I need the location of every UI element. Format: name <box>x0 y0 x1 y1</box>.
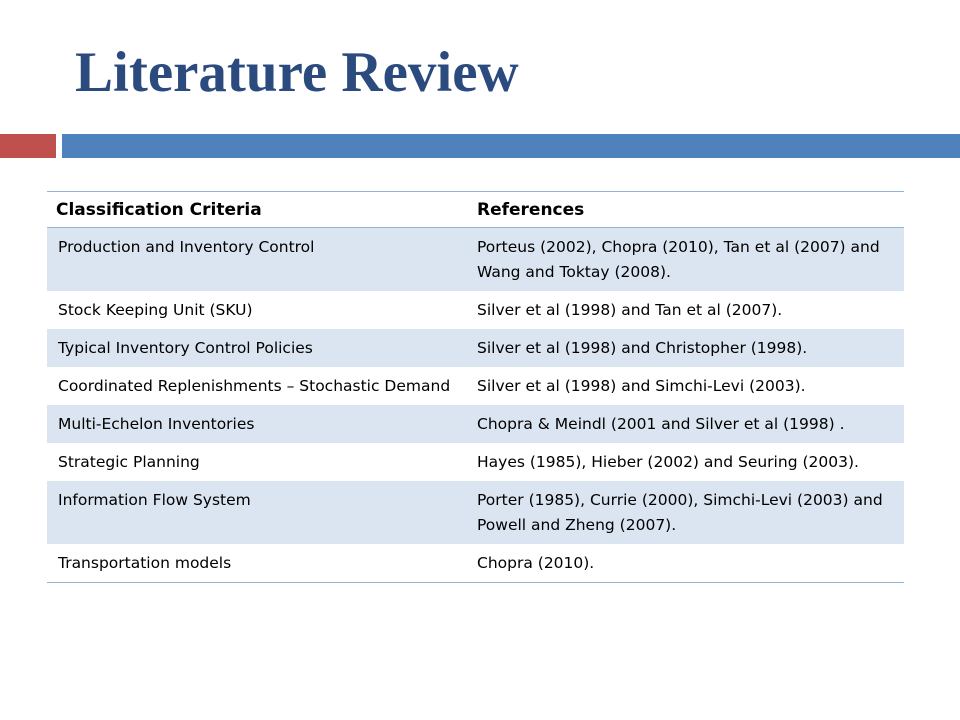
criteria-cell: Stock Keeping Unit (SKU) <box>58 301 253 319</box>
criteria-cell: Strategic Planning <box>58 453 200 471</box>
table-row <box>47 228 904 292</box>
criteria-cell: Transportation models <box>58 554 232 572</box>
criteria-cell: Information Flow System <box>47 481 474 544</box>
criteria-cell: Multi-Echelon Inventories <box>47 405 474 443</box>
accent-bar-red <box>0 134 56 158</box>
table-row <box>47 481 904 544</box>
references-cell: Porter (1985), Currie (2000), Simchi-Levi (2003) and Powell and Zheng (2007). <box>474 481 904 544</box>
literature-table <box>47 191 904 583</box>
criteria-cell: Typical Inventory Control Policies <box>47 329 474 367</box>
table-row <box>47 367 904 405</box>
table-header-row <box>47 192 904 228</box>
accent-bar-blue <box>62 134 960 158</box>
references-cell: Chopra & Meindl (2001 and Silver et al (1998) . <box>474 405 904 443</box>
references-cell: Hayes (1985), Hieber (2002) and Seuring (2003). <box>477 453 859 471</box>
references-cell: Silver et al (1998) and Simchi-Levi (2003). <box>477 377 806 395</box>
table-row <box>47 291 904 329</box>
table-row <box>47 405 904 443</box>
references-cell: Silver et al (1998) and Christopher (1998). <box>474 329 904 367</box>
criteria-cell: Coordinated Replenishments – Stochastic Demand <box>58 377 451 395</box>
page-title: Literature Review <box>75 41 519 104</box>
header-references: References <box>474 192 904 228</box>
table-row <box>47 329 904 367</box>
criteria-cell: Production and Inventory Control <box>47 228 474 292</box>
references-cell: Silver et al (1998) and Tan et al (2007). <box>477 301 783 319</box>
table-row <box>47 544 904 583</box>
references-cell: Chopra (2010). <box>477 554 595 572</box>
references-cell: Porteus (2002), Chopra (2010), Tan et al (2007) and Wang and Toktay (2008). <box>474 228 904 292</box>
header-classification-criteria: Classification Criteria <box>47 192 474 228</box>
table-row <box>47 443 904 481</box>
